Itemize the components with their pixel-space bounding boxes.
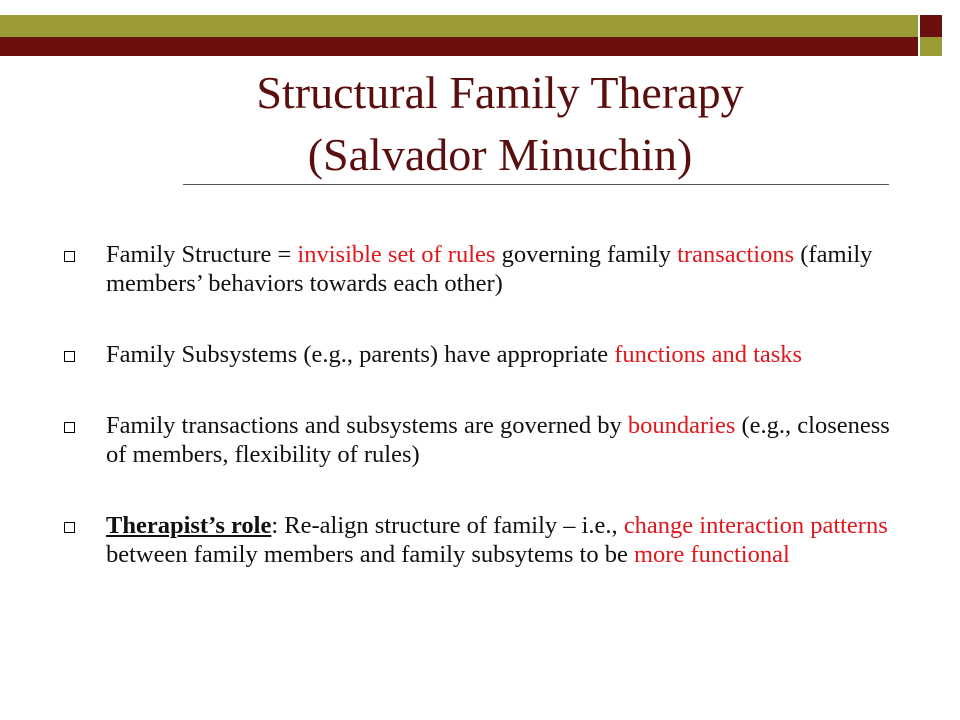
corner-olive-square (920, 37, 942, 56)
bullet-boundaries (62, 411, 902, 469)
bullet-family-subsystems (62, 340, 902, 369)
bullet-text: Family Structure = (106, 241, 298, 268)
top-olive-bar (0, 15, 918, 37)
slide-title (100, 62, 900, 186)
bullet-therapist-role (62, 511, 902, 569)
bullet-text: (family members’ behaviors towards each other) (106, 241, 873, 297)
bullet-text: (e.g., closeness of members, flexibility of rules) (106, 412, 890, 468)
top-maroon-bar (0, 37, 918, 56)
title-divider (183, 184, 889, 185)
corner-maroon-square (920, 15, 942, 37)
title-line-1: Structural Family Therapy (256, 67, 744, 118)
highlight-text: more functional (633, 541, 790, 568)
bullet-text: Family Subsystems (e.g., parents) have appropriate (106, 341, 615, 368)
bullet-text: : Re-align structure of family – i.e., (271, 512, 624, 539)
hollow-square-bullet-icon (64, 251, 75, 262)
hollow-square-bullet-icon (64, 422, 75, 433)
highlight-text: functions and tasks (614, 341, 803, 368)
bullet-list (62, 240, 902, 611)
title-line-2: (Salvador Minuchin) (307, 129, 693, 180)
highlight-text: invisible set of rules (297, 241, 496, 268)
therapist-role-heading: Therapist’s role (106, 512, 272, 539)
hollow-square-bullet-icon (64, 522, 75, 533)
highlight-text: change interaction patterns (623, 512, 888, 539)
highlight-text: boundaries (627, 412, 736, 439)
bullet-text: Family transactions and subsystems are governed by (106, 412, 628, 439)
bullet-text: governing family (495, 241, 678, 268)
highlight-text: transactions (677, 241, 795, 268)
hollow-square-bullet-icon (64, 351, 75, 362)
bullet-family-structure (62, 240, 902, 298)
bullet-text: between family members and family subsytems to be (106, 541, 634, 568)
